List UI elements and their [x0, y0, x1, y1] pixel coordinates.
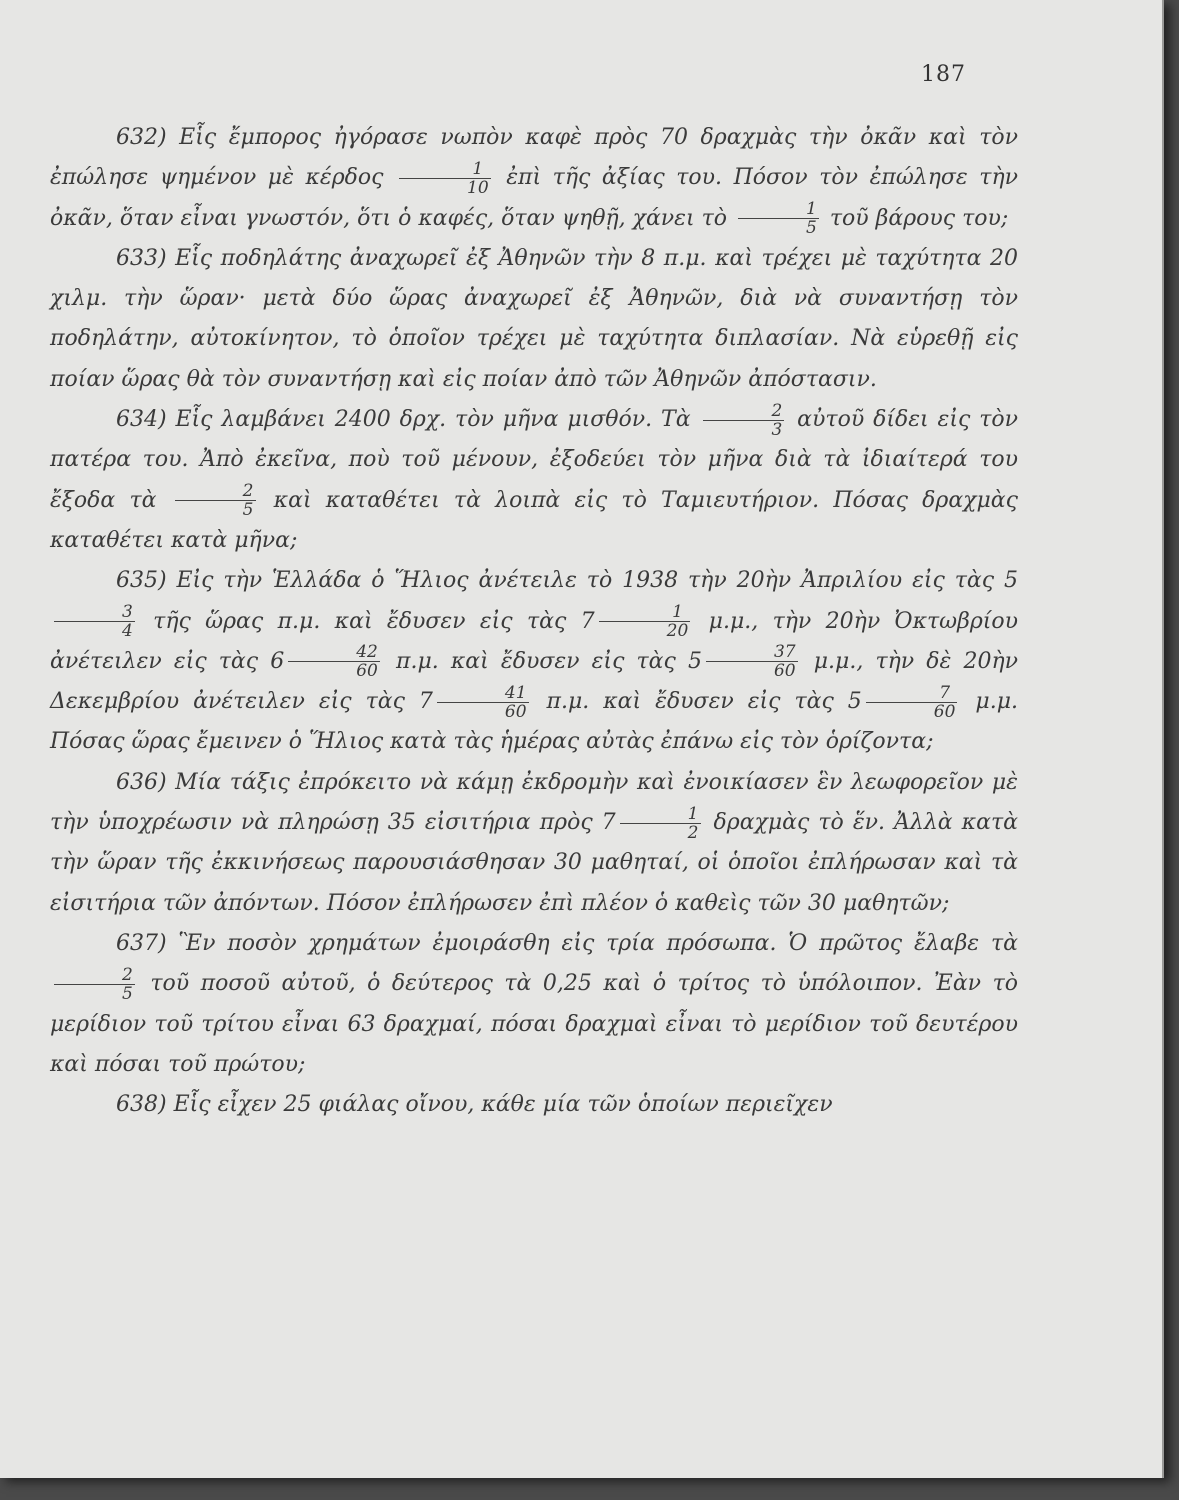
fraction — [437, 684, 529, 721]
problem-632 — [50, 118, 1018, 239]
fraction — [54, 603, 135, 640]
fraction — [866, 684, 958, 721]
problem-text: τῆς ὥρας π.μ. καὶ ἔδυσεν εἰς τὰς 7 — [138, 608, 595, 634]
fraction — [399, 160, 491, 197]
problem-text: αὐτοῦ δίδει εἰς τὸν πατέρα του. Ἀπὸ ἐκεῖνα, ποὺ τοῦ μένουν, ἐξοδεύει τὸν μῆνα διὰ τὰ ἰδιαίτερά του ἔξοδα τὰ — [50, 407, 1018, 513]
fraction-numerator: 2 — [771, 400, 783, 421]
problem-text: μ.μ. Πόσας ὥρας ἔμεινεν ὁ Ἥλιος κατὰ τὰς ἡμέρας αὐτὰς ἐπάνω εἰς τὸν ὁρίζοντα; — [50, 689, 1018, 755]
problem-text: 632) Εἷς ἔμπορος ἠγόρασε νωπὸν καφὲ πρὸς 70 δραχμὰς τὴν ὀκᾶν καὶ τὸν ἐπώλησε ψημένον μὲ κέρδος — [50, 125, 1018, 191]
fraction — [54, 966, 135, 1003]
fraction-numerator: 37 — [773, 642, 796, 663]
fraction-numerator: 3 — [122, 602, 133, 623]
problem-text: τοῦ ποσοῦ αὐτοῦ, ὁ δεύτερος τὰ 0,25 καὶ ὁ τρίτος τὸ ὑπόλοιπον. Ἐὰν τὸ μερίδιον τοῦ τρίτου εἶναι 63 δραχμαί, πόσαι δραχμαὶ εἶναι τὸ μερίδιον τοῦ δευτέρου καὶ πόσαι τοῦ πρώτου; — [50, 971, 1018, 1077]
fraction-denominator: 60 — [866, 702, 958, 721]
problem-text: μ.μ., τὴν δὲ 20ὴν Δεκεμβρίου ἀνέτειλεν εἰς τὰς 7 — [50, 648, 1019, 715]
fraction-numerator: 1 — [806, 199, 817, 220]
fraction — [738, 200, 819, 237]
problem-text: 636) Μία τάξις ἐπρόκειτο νὰ κάμῃ ἐκδρομὴν καὶ ἐνοικίασεν ἓν λεωφορεῖον μὲ τὴν ὑποχρέωσιν νὰ πληρώσῃ 35 εἰσιτήρια πρὸς 7 — [50, 769, 1018, 836]
problem-text: μ.μ., τὴν 20ὴν Ὀκτωβρίου ἀνέτειλεν εἰς τὰς 6 — [50, 608, 1019, 674]
fraction-numerator: 41 — [504, 682, 527, 703]
problem-text: 634) Εἷς λαμβάνει 2400 δρχ. τὸν μῆνα μισθόν. Τὰ — [116, 407, 700, 433]
fraction — [706, 643, 798, 680]
problem-text: π.μ. καὶ ἔδυσεν εἰς τὰς 5 — [383, 648, 702, 674]
fraction-numerator: 2 — [242, 481, 254, 502]
problem-text: ἐπὶ τῆς ἀξίας του. Πόσον τὸν ἐπώλησε τὴν ὀκᾶν, ὅταν εἶναι γνωστόν, ὅτι ὁ καφές, ὅταν ψηθῇ, χάνει τὸ — [50, 165, 1019, 231]
problem-text: τοῦ βάρους του; — [822, 205, 1009, 231]
fraction-denominator: 10 — [399, 178, 491, 197]
fraction-denominator: 20 — [599, 621, 691, 640]
fraction-denominator: 4 — [54, 621, 135, 640]
fraction-denominator: 5 — [54, 984, 135, 1003]
fraction — [599, 603, 691, 640]
fraction-denominator: 2 — [620, 823, 701, 842]
problem-text: 633) Εἷς ποδηλάτης ἀναχωρεῖ ἐξ Ἀθηνῶν τὴν 8 π.μ. καὶ τρέχει μὲ ταχύτητα 20 χιλμ. τὴν ὥραν· μετὰ δύο ὥρας ἀναχωρεῖ ἐξ Ἀθηνῶν, διὰ νὰ συναντήσῃ τὸν ποδηλάτην, αὐτοκίνητον, τὸ ὁποῖον τρέχει μὲ ταχύτητα διπλασίαν. Νὰ εὑρεθῇ εἰς ποίαν ὥρας θὰ τὸν συναντήσῃ καὶ εἰς ποίαν ἀπὸ τῶν Ἀθηνῶν ἀπόστασιν. — [50, 245, 1018, 392]
problem-634 — [50, 400, 1018, 561]
fraction — [175, 482, 256, 519]
problem-text: 635) Εἰς τὴν Ἑλλάδα ὁ Ἥλιος ἀνέτειλε τὸ 1938 τὴν 20ὴν Ἀπριλίου εἰς τὰς 5 — [116, 568, 1018, 594]
problem-635 — [50, 561, 1018, 762]
fraction — [703, 402, 784, 439]
fraction-numerator: 1 — [687, 803, 699, 824]
problem-list — [50, 118, 1018, 1125]
fraction-denominator: 5 — [175, 500, 256, 519]
problem-text: δραχμὰς τὸ ἕν. Ἀλλὰ κατὰ τὴν ὥραν τῆς ἐκκινήσεως παρουσιάσθησαν 30 μαθηταί, οἱ ὁποῖοι ἐπλήρωσαν καὶ τὰ εἰσιτήρια τῶν ἀπόντων. Πόσον ἐπλήρωσεν ἐπὶ πλέον ὁ καθεὶς τῶν 30 μαθητῶν; — [50, 810, 1018, 916]
fraction-numerator: 7 — [939, 682, 951, 703]
fraction — [620, 805, 701, 842]
problem-text: π.μ. καὶ ἔδυσεν εἰς τὰς 5 — [532, 689, 862, 715]
problem-633 — [50, 239, 1018, 400]
fraction — [288, 643, 380, 680]
fraction-denominator: 3 — [703, 420, 784, 439]
problem-text: 637) Ἓν ποσὸν χρημάτων ἐμοιράσθη εἰς τρία πρόσωπα. Ὁ πρῶτος ἔλαβε τὰ — [116, 930, 1018, 956]
fraction-denominator: 60 — [437, 702, 529, 721]
fraction-numerator: 42 — [356, 642, 378, 663]
fraction-denominator: 60 — [288, 661, 380, 680]
fraction-numerator: 1 — [672, 602, 683, 623]
problem-text: καὶ καταθέτει τὰ λοιπὰ εἰς τὸ Ταμιευτήριον. Πόσας δραχμὰς καταθέτει κατὰ μῆνα; — [50, 487, 1018, 553]
fraction-numerator: 1 — [472, 158, 484, 179]
fraction-denominator: 60 — [706, 661, 798, 680]
fraction-denominator: 5 — [738, 218, 819, 237]
problem-636 — [50, 763, 1018, 924]
page-number: 187 — [921, 62, 966, 87]
problem-638 — [50, 1085, 1018, 1125]
fraction-numerator: 2 — [122, 964, 133, 985]
problem-637 — [50, 924, 1018, 1085]
problem-text: 638) Εἷς εἶχεν 25 φιάλας οἴνου, κάθε μία τῶν ὁποίων περιεῖχεν — [116, 1092, 833, 1118]
